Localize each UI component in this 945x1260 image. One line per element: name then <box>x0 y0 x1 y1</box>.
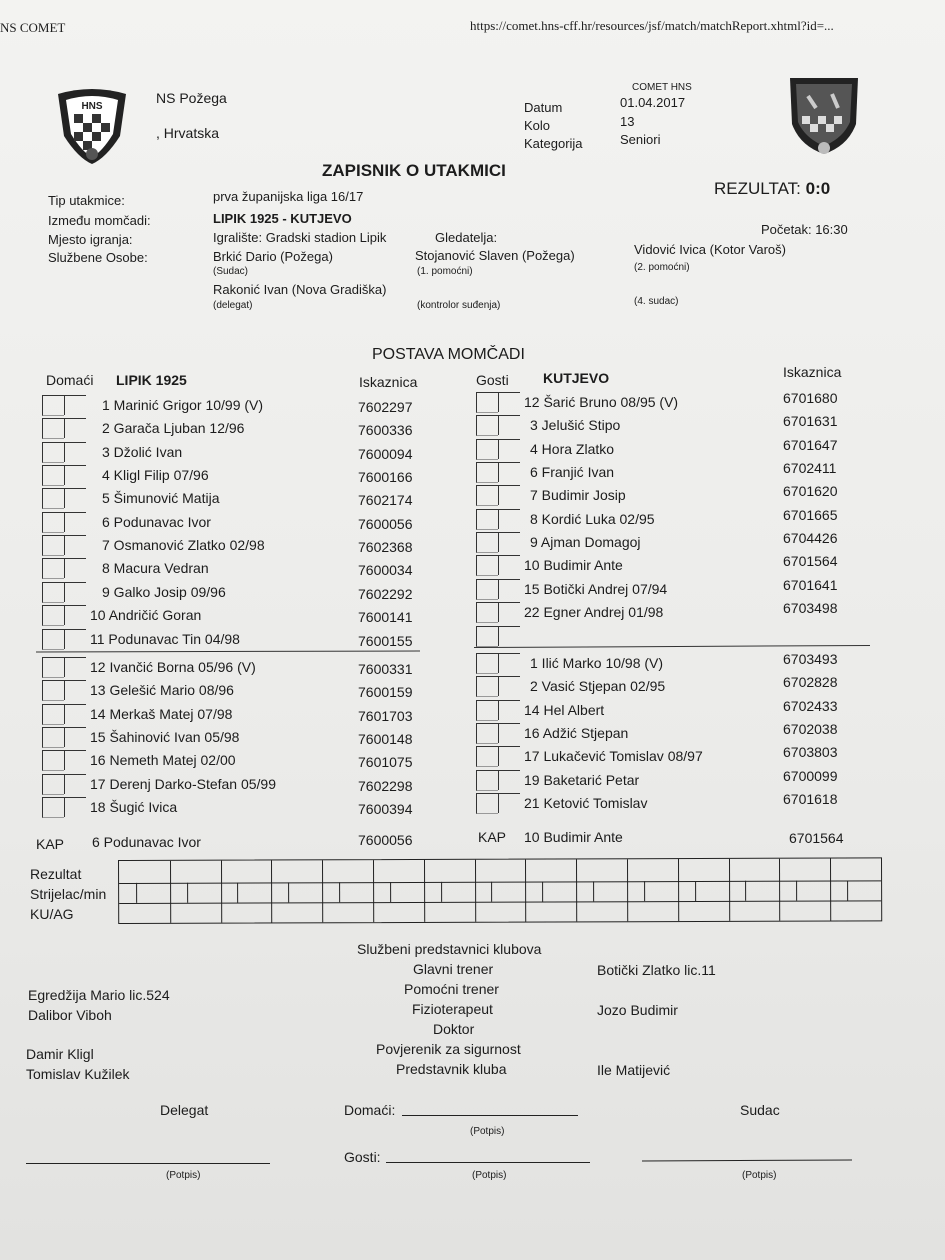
assistant1-name: Stojanović Slaven (Požega) <box>415 248 575 263</box>
home-label: Domaći <box>46 372 94 388</box>
delegate-signature-line <box>26 1163 270 1164</box>
home-player-id: 7600141 <box>358 609 413 626</box>
away-player-name: 22 Egner Andrej 01/98 <box>524 604 664 621</box>
venue-label: Mjesto igranja: <box>48 232 133 247</box>
home-checkbox <box>64 395 86 415</box>
home-checkbox <box>64 582 86 602</box>
home-player-id: 7600056 <box>358 515 413 532</box>
home-checkbox <box>42 512 64 533</box>
home-id-header: Iskaznica <box>359 374 418 390</box>
away-checkbox <box>476 509 498 530</box>
result-label: REZULTAT: <box>714 179 801 198</box>
teams-value: LIPIK 1925 - KUTJEVO <box>213 211 352 226</box>
away-divider <box>474 645 870 648</box>
away-team-name: KUTJEVO <box>543 370 610 386</box>
away-player-name: 19 Baketarić Petar <box>524 771 640 788</box>
away-player-id: 6701647 <box>783 436 838 453</box>
home-checkbox <box>42 488 64 509</box>
home-checkbox <box>42 558 64 579</box>
away-player-id: 6701631 <box>783 413 838 430</box>
away-player-name: 15 Botički Andrej 07/94 <box>524 580 668 597</box>
ref-inspector-role: (kontrolor suđenja) <box>417 300 501 311</box>
away-physio: Jozo Budimir <box>597 1002 678 1018</box>
home-checkbox <box>64 605 86 625</box>
fourth-official-role: (4. sudac) <box>634 296 679 307</box>
home-club-rep: Tomislav Kužilek <box>26 1066 130 1082</box>
home-player-id: 7601703 <box>358 707 413 724</box>
lineup-title: POSTAVA MOMČADI <box>372 346 525 363</box>
away-player-id: 6701564 <box>783 553 838 570</box>
home-checkbox <box>42 727 64 748</box>
home-checkbox <box>64 512 86 532</box>
home-player-id: 7602174 <box>358 492 413 509</box>
home-checkbox <box>64 629 86 649</box>
delegate-name: Rakonić Ivan (Nova Gradiška) <box>213 282 387 297</box>
away-checkbox <box>498 602 520 622</box>
away-checkbox <box>498 653 520 673</box>
home-sign-label: Domaći: <box>344 1102 396 1118</box>
document-title: ZAPISNIK O UTAKMICI <box>322 161 506 180</box>
home-player-name: 14 Merkaš Matej 07/98 <box>90 705 233 722</box>
home-player-name: 12 Ivančić Borna 05/96 (V) <box>90 658 256 675</box>
venue-value: Igralište: Gradski stadion Lipik <box>213 230 387 245</box>
away-checkbox <box>476 555 498 576</box>
home-player-id: 7600148 <box>358 730 413 747</box>
home-player-name: 9 Galko Josip 09/96 <box>102 583 226 600</box>
home-player-name: 2 Garača Ljuban 12/96 <box>102 420 245 437</box>
away-checkbox <box>498 579 520 599</box>
away-checkbox <box>476 485 498 506</box>
home-player-id: 7601075 <box>358 754 413 771</box>
home-player-name: 8 Macura Vedran <box>102 560 209 577</box>
role-physio: Fizioterapeut <box>412 1001 493 1017</box>
home-player-id: 7602298 <box>358 777 413 794</box>
home-checkbox <box>42 605 64 626</box>
home-player-id: 7600166 <box>358 469 413 486</box>
away-checkbox <box>476 746 498 767</box>
club-reps-title: Službeni predstavnici klubova <box>357 941 542 957</box>
home-checkbox <box>42 629 64 650</box>
round-value: 13 <box>620 114 635 129</box>
home-checkbox <box>64 418 86 438</box>
home-checkbox <box>42 582 64 603</box>
away-checkbox <box>498 723 520 743</box>
country: , Hrvatska <box>156 125 220 141</box>
hns-logo-icon <box>56 88 128 166</box>
away-player-name: 14 Hel Albert <box>524 701 605 718</box>
home-player-id: 7600155 <box>358 632 413 649</box>
away-player-id: 6701618 <box>783 790 838 807</box>
home-checkbox <box>42 442 64 463</box>
scoring-grid <box>118 857 882 924</box>
home-checkbox <box>42 657 64 678</box>
away-checkbox <box>476 602 498 623</box>
assistant2-name: Vidović Ivica (Kotor Varoš) <box>634 242 786 257</box>
home-checkbox <box>42 680 64 701</box>
home-checkbox <box>64 535 86 555</box>
home-player-id: 7602368 <box>358 539 413 556</box>
home-checkbox <box>64 797 86 817</box>
delegate-sign-caption: (Potpis) <box>166 1170 201 1181</box>
home-player-name: 16 Nemeth Matej 02/00 <box>90 752 236 769</box>
away-player-id: 6701665 <box>783 506 838 523</box>
hns-logo-text: HNS <box>81 101 103 112</box>
home-checkbox <box>42 535 64 556</box>
away-player-name: 6 Franjić Ivan <box>530 464 615 481</box>
home-player-id: 7602292 <box>358 585 413 602</box>
away-checkbox <box>476 653 498 674</box>
home-checkbox <box>64 750 86 770</box>
date-label: Datum <box>524 100 563 115</box>
away-sign-caption: (Potpis) <box>472 1170 507 1181</box>
away-checkbox <box>498 626 520 646</box>
home-checkbox <box>42 750 64 771</box>
away-player-name: 21 Ketović Tomislav <box>524 794 648 811</box>
away-checkbox <box>476 770 498 791</box>
away-player-id: 6703803 <box>783 744 838 761</box>
delegate-sign-label: Delegat <box>160 1102 209 1118</box>
home-checkbox <box>42 774 64 795</box>
result-value: 0:0 <box>805 179 831 198</box>
away-checkbox <box>498 770 520 790</box>
away-label: Gosti <box>476 372 509 388</box>
away-checkbox <box>498 676 520 696</box>
away-checkbox <box>476 415 498 436</box>
home-head-coach: Egredžija Mario lic.524 <box>28 987 170 1003</box>
delegate-role: (delegat) <box>213 300 253 311</box>
away-head-coach: Botički Zlatko lic.11 <box>597 962 716 978</box>
home-player-id: 7600331 <box>358 660 413 677</box>
home-checkbox <box>64 657 86 677</box>
away-player-name: 17 Lukačević Tomislav 08/97 <box>524 748 703 765</box>
home-checkbox <box>64 727 86 747</box>
away-checkbox <box>498 392 520 412</box>
referee-name: Brkić Dario (Požega) <box>213 249 333 264</box>
home-team-name: LIPIK 1925 <box>116 372 187 388</box>
away-player-name: 16 Adžić Stjepan <box>524 724 629 741</box>
role-assistant-coach: Pomoćni trener <box>404 981 499 997</box>
home-player-name: 11 Podunavac Tin 04/98 <box>90 630 240 647</box>
referee-signature-line <box>642 1159 852 1161</box>
match-type-label: Tip utakmice: <box>48 193 125 208</box>
home-player-id: 7602297 <box>358 399 413 415</box>
print-header-left: NS COMET <box>0 20 66 35</box>
away-checkbox <box>476 676 498 697</box>
home-checkbox <box>64 465 86 485</box>
away-checkbox <box>498 439 520 459</box>
away-checkbox <box>476 439 498 460</box>
home-player-name: 15 Šahinović Ivan 05/98 <box>90 728 240 745</box>
home-divider <box>36 650 420 652</box>
home-checkbox <box>64 558 86 578</box>
away-checkbox <box>476 723 498 744</box>
home-player-id: 7600094 <box>358 445 413 462</box>
away-checkbox <box>476 392 498 413</box>
away-captain-label: KAP <box>478 829 507 845</box>
home-checkbox <box>64 488 86 508</box>
grid-scorer-label: Strijelac/min <box>30 886 107 902</box>
away-player-id: 6702038 <box>783 720 838 737</box>
away-player-name: 4 Hora Zlatko <box>530 440 615 457</box>
home-checkbox <box>42 704 64 725</box>
home-player-name: 18 Šugić Ivica <box>90 798 178 815</box>
result-text <box>714 179 830 199</box>
away-checkbox <box>476 793 498 814</box>
home-player-name: 4 Kligl Filip 07/96 <box>102 467 209 484</box>
away-checkbox <box>498 555 520 575</box>
home-player-id: 7600394 <box>358 800 413 817</box>
home-player-name: 7 Osmanović Zlatko 02/98 <box>102 537 265 554</box>
away-player-id: 6702433 <box>783 697 838 714</box>
away-checkbox <box>498 509 520 529</box>
home-player-id: 7600336 <box>358 422 413 439</box>
away-club-rep: Ile Matijević <box>597 1062 671 1078</box>
away-checkbox <box>476 579 498 600</box>
away-signature-line <box>386 1162 590 1163</box>
home-checkbox <box>64 774 86 794</box>
away-checkbox <box>498 793 520 813</box>
away-player-id: 6703493 <box>783 650 838 667</box>
assistant2-role: (2. pomoćni) <box>634 262 690 273</box>
round-label: Kolo <box>524 118 551 133</box>
teams-label: Između momčadi: <box>48 213 151 228</box>
home-player-name: 1 Marinić Grigor 10/99 (V) <box>102 397 264 413</box>
away-checkbox <box>476 532 498 553</box>
home-player-name: 10 Andričić Goran <box>90 607 202 624</box>
away-captain-id: 6701564 <box>789 830 844 846</box>
away-checkbox <box>498 532 520 552</box>
home-checkbox <box>64 442 86 462</box>
away-checkbox <box>498 700 520 720</box>
away-captain-name: 10 Budimir Ante <box>524 829 623 845</box>
home-checkbox <box>42 465 64 486</box>
away-player-name: 10 Budimir Ante <box>524 557 623 574</box>
away-player-name: 3 Jelušić Stipo <box>530 417 621 434</box>
away-checkbox <box>498 415 520 435</box>
home-checkbox <box>42 395 64 416</box>
home-checkbox <box>42 418 64 439</box>
referee-role: (Sudac) <box>213 266 249 277</box>
home-player-id: 7600034 <box>358 562 413 579</box>
print-header-url: https://comet.hns-cff.hr/resources/jsf/match/matchReport.xhtml?id=... <box>470 18 834 33</box>
assistant1-role: (1. pomoćni) <box>417 266 473 277</box>
away-player-id: 6702411 <box>783 460 837 477</box>
grid-result-label: Rezultat <box>30 866 82 882</box>
kickoff: Početak: 16:30 <box>761 222 848 237</box>
home-player-name: 3 Džolić Ivan <box>102 443 183 460</box>
home-signature-line <box>402 1115 578 1116</box>
home-security: Damir Kligl <box>26 1046 94 1062</box>
home-player-name: 17 Derenj Darko-Stefan 05/99 <box>90 775 276 792</box>
category-value: Seniori <box>620 132 661 147</box>
home-checkbox <box>42 797 64 818</box>
away-checkbox <box>498 746 520 766</box>
home-checkbox <box>64 680 86 700</box>
away-player-id: 6703498 <box>783 600 838 617</box>
home-sign-caption: (Potpis) <box>470 1126 505 1137</box>
role-club-rep: Predstavnik kluba <box>396 1061 507 1077</box>
grid-cards-label: KU/AG <box>30 906 74 922</box>
away-id-header: Iskaznica <box>783 364 842 380</box>
home-captain-name: 6 Podunavac Ivor <box>92 834 201 850</box>
away-checkbox <box>498 485 520 505</box>
away-checkbox <box>476 462 498 483</box>
referee-sign-caption: (Potpis) <box>742 1170 777 1181</box>
away-player-id: 6702828 <box>783 674 838 691</box>
away-player-name: 9 Ajman Domagoj <box>530 534 641 551</box>
away-player-id: 6701641 <box>783 576 838 593</box>
away-player-id: 6701620 <box>783 483 838 500</box>
role-security: Povjerenik za sigurnost <box>376 1041 521 1057</box>
referee-sign-label: Sudac <box>740 1102 780 1118</box>
away-player-id: 6704426 <box>783 530 838 547</box>
away-checkbox <box>476 626 498 647</box>
away-player-name: 2 Vasić Stjepan 02/95 <box>530 678 666 695</box>
away-player-id: 6701680 <box>783 390 838 406</box>
category-label: Kategorija <box>524 136 583 151</box>
match-type-value: prva županijska liga 16/17 <box>213 189 364 204</box>
association-name: NS Požega <box>156 90 227 106</box>
home-captain-label: KAP <box>36 836 65 852</box>
spectators-label: Gledatelja: <box>435 230 498 245</box>
date-value: 01.04.2017 <box>620 95 686 110</box>
role-head-coach: Glavni trener <box>413 961 494 977</box>
officials-label: Službene Osobe: <box>48 250 148 265</box>
home-player-name: 5 Šimunović Matija <box>102 490 220 507</box>
away-player-id: 6700099 <box>783 767 838 784</box>
comet-label: COMET HNS <box>632 82 692 93</box>
away-player-name: 1 Ilić Marko 10/98 (V) <box>530 654 664 671</box>
home-captain-id: 7600056 <box>358 832 413 848</box>
away-checkbox <box>476 700 498 721</box>
away-sign-label: Gosti: <box>344 1149 381 1165</box>
home-assistant-coach: Dalibor Viboh <box>28 1007 112 1023</box>
home-player-name: 6 Podunavac Ivor <box>102 513 211 530</box>
away-player-name: 8 Kordić Luka 02/95 <box>530 510 655 527</box>
role-doctor: Doktor <box>433 1021 475 1037</box>
club-badge-icon <box>788 74 860 156</box>
away-player-name: 7 Budimir Josip <box>530 487 626 504</box>
away-player-name: 12 Šarić Bruno 08/95 (V) <box>524 394 679 410</box>
home-player-name: 13 Gelešić Mario 08/96 <box>90 682 234 699</box>
home-player-id: 7600159 <box>358 684 413 701</box>
away-checkbox <box>498 462 520 482</box>
home-checkbox <box>64 704 86 724</box>
